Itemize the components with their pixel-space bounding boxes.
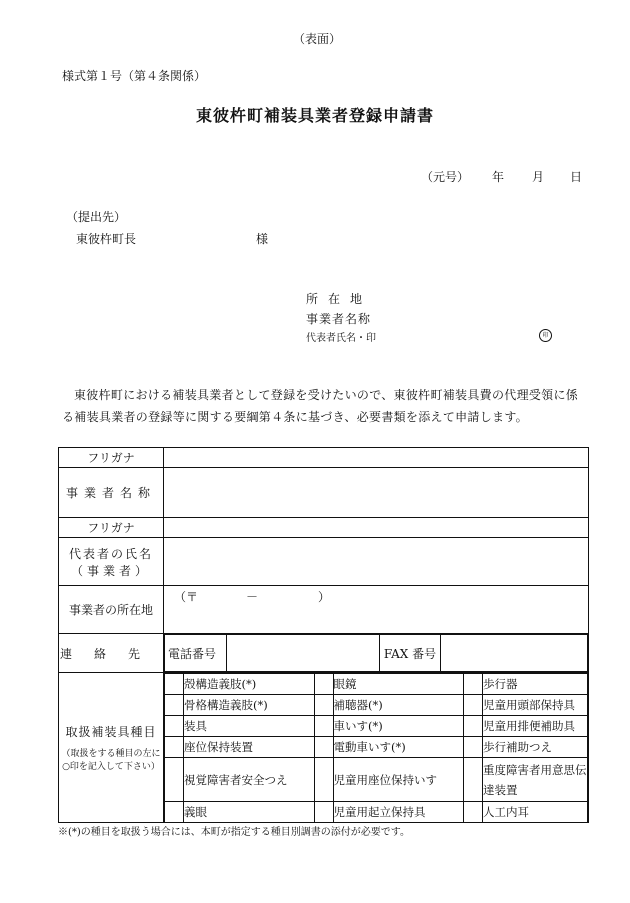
application-table xyxy=(58,447,589,823)
representative-cell: 代表者の氏名 （事業者） xyxy=(59,538,164,586)
honorific: 様 xyxy=(256,232,269,246)
fax-field[interactable] xyxy=(441,635,588,672)
furigana-label: フリガナ xyxy=(59,448,164,468)
check-box[interactable] xyxy=(464,674,483,695)
item-cell: 車いす(*) xyxy=(333,716,464,737)
item-cell: 座位保持装置 xyxy=(184,737,315,758)
check-box[interactable] xyxy=(464,737,483,758)
check-box[interactable] xyxy=(314,758,333,802)
footnote: ※(*)の種目を取扱う場合には、本町が指定する種目別調書の添付が必要です。 xyxy=(58,827,411,838)
postal-code: （〒 － ） xyxy=(174,590,331,604)
item-cell: 視覚障害者安全つえ xyxy=(184,758,315,802)
submit-to-label: （提出先） xyxy=(66,210,127,224)
check-box[interactable] xyxy=(314,716,333,737)
address-label: 所在地 xyxy=(306,292,373,306)
check-box[interactable] xyxy=(464,716,483,737)
mayor: 東彼杵町長 xyxy=(76,232,137,246)
item-cell: 眼鏡 xyxy=(333,674,464,695)
phone-field[interactable] xyxy=(227,635,380,672)
representative-label: 代表者氏名・印 xyxy=(306,333,376,344)
furigana2-field[interactable] xyxy=(164,518,589,538)
items-label-cell: 取扱補装具種目 （取扱をする種目の左に ○印を記入して下さい） xyxy=(59,673,164,823)
date-month: 月 xyxy=(532,170,545,184)
business-name-label: 事業者名称 xyxy=(306,312,372,326)
item-cell: 装具 xyxy=(184,716,315,737)
item-cell: 義眼 xyxy=(184,802,315,823)
page-title: 東彼杵町補装具業者登録申請書 xyxy=(195,106,434,125)
check-box[interactable] xyxy=(165,674,184,695)
item-cell: 骨格構造義肢(*) xyxy=(184,695,315,716)
items-grid xyxy=(164,673,589,823)
item-cell: 児童用起立保持具 xyxy=(333,802,464,823)
check-box[interactable] xyxy=(165,737,184,758)
location-label: 事業者の所在地 xyxy=(59,586,164,634)
item-cell: 児童用座位保持いす xyxy=(333,758,464,802)
check-box[interactable] xyxy=(464,695,483,716)
item-cell: 児童用排便補助具 xyxy=(483,716,588,737)
furigana2-label: フリガナ xyxy=(59,518,164,538)
form-number: 様式第１号（第４条関係） xyxy=(62,69,207,83)
check-box[interactable] xyxy=(165,758,184,802)
item-cell: 歩行補助つえ xyxy=(483,737,588,758)
check-box[interactable] xyxy=(314,695,333,716)
business-name-field[interactable] xyxy=(164,468,589,518)
side-label: （表面） xyxy=(293,32,342,46)
check-box[interactable] xyxy=(165,695,184,716)
check-box[interactable] xyxy=(314,674,333,695)
item-cell: 殻構造義肢(*) xyxy=(184,674,315,695)
check-box[interactable] xyxy=(165,802,184,823)
furigana-field[interactable] xyxy=(164,448,589,468)
fax-label: FAX 番号 xyxy=(380,635,441,672)
item-cell: 重度障害者用意思伝達装置 xyxy=(483,758,588,802)
item-cell: 人工内耳 xyxy=(483,802,588,823)
business-name-cell: 事業者名称 xyxy=(59,468,164,518)
item-cell: 児童用頭部保持具 xyxy=(483,695,588,716)
date-era: （元号） xyxy=(421,170,470,184)
item-cell: 補聴器(*) xyxy=(333,695,464,716)
item-cell: 電動車いす(*) xyxy=(333,737,464,758)
check-box[interactable] xyxy=(464,758,483,802)
check-box[interactable] xyxy=(314,737,333,758)
date-day: 日 xyxy=(570,170,583,184)
check-box[interactable] xyxy=(314,802,333,823)
item-cell: 歩行器 xyxy=(483,674,588,695)
check-box[interactable] xyxy=(165,716,184,737)
contact-row xyxy=(164,634,589,673)
date-year: 年 xyxy=(492,170,505,184)
location-field[interactable] xyxy=(164,586,589,634)
contact-label: 連絡先 xyxy=(59,634,164,673)
seal-mark: 印 xyxy=(539,329,552,342)
representative-field[interactable] xyxy=(164,538,589,586)
phone-label: 電話番号 xyxy=(165,635,227,672)
check-box[interactable] xyxy=(464,802,483,823)
body-text: 東彼杵町における補装具業者として登録を受けたいので、東彼杵町補装具費の代理受領に係る補装具業者の登録等に関する要綱第４条に基づき、必要書類を添えて申請します。 xyxy=(62,388,579,424)
